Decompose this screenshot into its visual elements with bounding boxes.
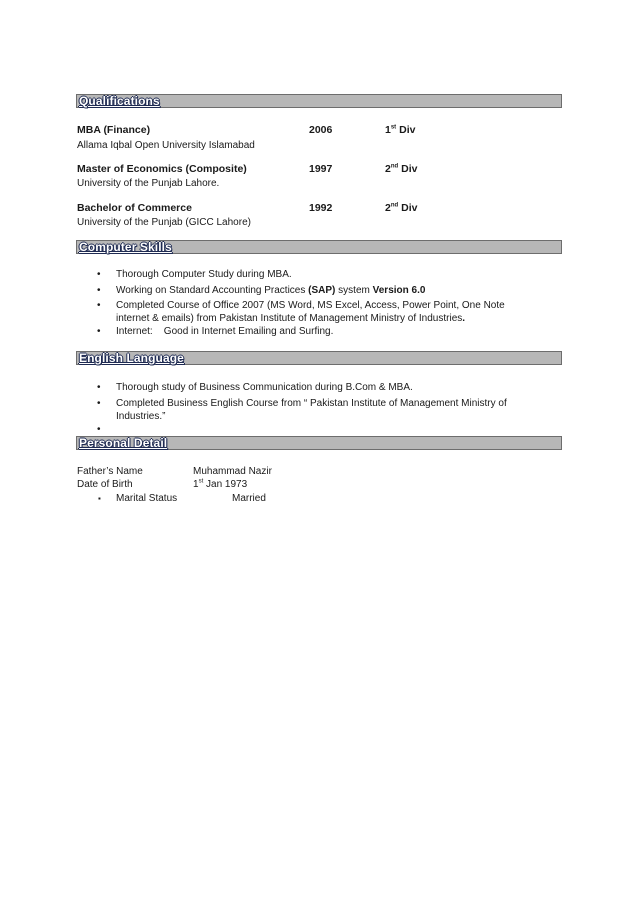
english-skill-item: Thorough study of Business Communication during B.Com & MBA. [116,382,413,393]
english-skill-item-continued: Industries.” [116,411,166,422]
english-language-header [76,351,562,365]
square-bullet-icon: ▪ [98,494,101,503]
computer-skill-item: Internet: Good in Internet Emailing and Surfing. [116,326,334,337]
qualifications-header [76,94,562,108]
computer-skills-title: Computer Skills [79,240,172,254]
round-bullet-icon: • [97,300,101,311]
round-bullet-icon: • [97,424,101,435]
computer-skill-item: Thorough Computer Study during MBA. [116,269,292,280]
personal-detail-title: Personal Detail [79,436,168,450]
round-bullet-icon: • [97,326,101,337]
english-language-title: English Language [79,351,184,365]
qualification-degree: MBA (Finance) [77,124,151,136]
marital-status-value: Married [232,493,266,504]
qualification-year: 1997 [309,163,333,175]
computer-skill-item: Completed Course of Office 2007 (MS Word, MS Excel, Access, Power Point, One Note [116,300,505,311]
qualifications-title: Qualifications [79,94,160,108]
computer-skills-header [76,240,562,254]
qualification-division: 2nd Div [385,163,418,175]
qualification-year: 1992 [309,202,333,214]
qualification-institute: Allama Iqbal Open University Islamabad [77,140,255,151]
personal-detail-header [76,436,562,450]
computer-skill-item-continued: internet & emails) from Pakistan Institute of Management Ministry of Industries. [116,313,466,324]
dob-value: 1st Jan 1973 [193,478,248,490]
qualification-division: 2nd Div [385,202,418,214]
english-skill-item: Completed Business English Course from “ Pakistan Institute of Management Ministry of [116,398,507,409]
qualification-degree: Master of Economics (Composite) [77,163,247,175]
round-bullet-icon: • [97,398,101,409]
qualification-institute: University of the Punjab (GICC Lahore) [77,217,251,228]
fathers-name-value: Muhammad Nazir [193,466,272,477]
fathers-name-label: Father’s Name [77,466,143,477]
marital-status-label: Marital Status [116,493,178,504]
qualification-year: 2006 [309,124,333,136]
qualification-division: 1st Div [385,124,416,136]
round-bullet-icon: • [97,285,101,296]
qualification-institute: University of the Punjab Lahore. [77,178,220,189]
computer-skill-item: Working on Standard Accounting Practices (SAP) system Version 6.0 [116,285,426,296]
dob-label: Date of Birth [77,479,133,490]
qualification-degree: Bachelor of Commerce [77,202,192,214]
round-bullet-icon: • [97,382,101,393]
round-bullet-icon: • [97,269,101,280]
